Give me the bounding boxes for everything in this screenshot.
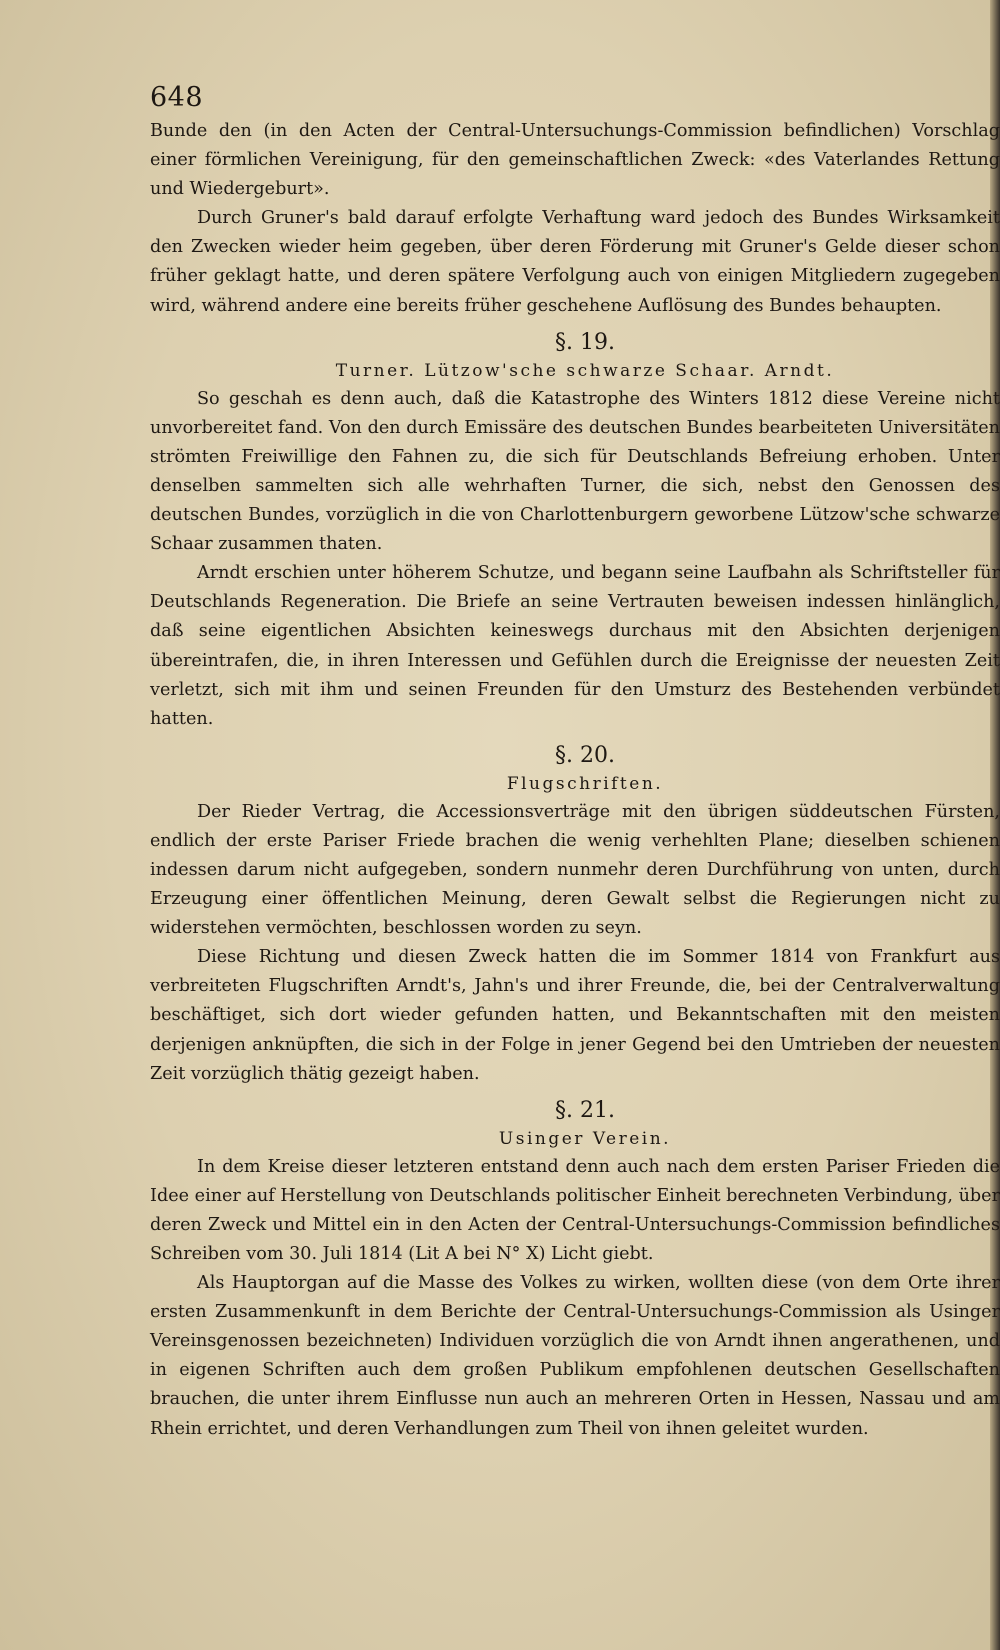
section-20-paragraph-1: Der Rieder Vertrag, die Accessionsverträge mit den übrigen süddeutschen Fürsten, endlich der erste Pariser Friede brachen die wenig verhehlten Plane; dieselben schienen indessen darum nicht aufgegeben, sondern nunmehr deren Durchführung von unten, durch Erzeugung einer öffentlichen Meinung, deren Gewalt selbst die Regierungen nicht zu widerstehen vermöchten, beschlossen worden zu seyn. [150, 801, 1000, 939]
section-21-paragraph-1: In dem Kreise dieser letzteren entstand denn auch nach dem ersten Pariser Frieden die Idee einer auf Herstellung von Deutschlands politischer Einheit berechneten Verbindung, über deren Zweck und Mittel ein in den Acten der Central-Untersuchungs-Commission befindliches Schreiben vom 30. Juli 1814 (Lit A bei N° X) Licht giebt. [150, 1156, 1000, 1264]
section-21-title: Usinger Verein. [498, 1128, 672, 1149]
section-21-number: §. 21. [555, 1097, 615, 1123]
section-19-number: §. 19. [555, 329, 615, 355]
section-19-paragraph-2: Arndt erschien unter höherem Schutze, und begann seine Laufbahn als Schriftsteller für Deutschlands Regeneration. Die Briefe an seine Vertrauten beweisen indessen hinlänglich, daß seine eigentlichen Absichten keineswegs durchaus mit den Absichten derjenigen übereintrafen, die, in ihren Interessen und Gefühlen durch die Ereignisse der neuesten Zeit verletzt, sich mit ihm und seinen Freunden für den Umsturz des Bestehenden verbündet hatten. [150, 563, 1000, 729]
section-20-number: §. 20. [555, 742, 615, 768]
page-number: 648 [150, 82, 204, 113]
section-21-paragraph-2: Als Hauptorgan auf die Masse des Volkes zu wirken, wollten diese (von dem Orte ihrer ersten Zusammenkunft in dem Berichte der Central-Untersuchungs-Commission als Usinger Vereinsgenossen bezeichneten) Individuen vorzüglich die von Arndt ihnen angerathenen, und in eigenen Schriften auch dem großen Publikum empfohlenen deutschen Gesellschaften brauchen, die unter ihrem Einflusse nun auch an mehreren Orten in Hessen, Nassau und am Rhein errichtet, und deren Verhandlungen zum Theil von ihnen geleitet wurden. [150, 1273, 1000, 1439]
section-20-paragraph-2: Diese Richtung und diesen Zweck hatten die im Sommer 1814 von Frankfurt aus verbreiteten Flugschriften Arndt's, Jahn's und ihrer Freunde, die, bei der Centralverwaltung beschäftiget, sich dort wieder gefunden hatten, und Bekanntschaften mit den meisten derjenigen anknüpften, die sich in der Folge in jener Gegend bei den Umtrieben der neuesten Zeit vorzüglich thätig gezeigt haben. [150, 947, 1000, 1084]
paragraph-intro-1: Bunde den (in den Acten der Central-Untersuchungs-Commission befindlichen) Vorschlag einer förmlichen Vereinigung, für den gemeinschaftlichen Zweck: «des Vaterlandes Rettung und Wiedergeburt». [150, 121, 1000, 200]
section-19-title: Turner. Lützow'sche schwarze Schaar. Arndt. [335, 360, 835, 381]
page-text [150, 117, 1000, 1444]
paragraph-intro-2: Durch Gruner's bald darauf erfolgte Verhaftung ward jedoch des Bundes Wirksamkeit den Zwecken wieder heim gegeben, über deren Förderung mit Gruner's Gelde dieser schon früher geklagt hatte, und deren spätere Verfolgung auch von einigen Mitgliedern zugegeben wird, während andere eine bereits früher geschehene Auflösung des Bundes behaupten. [150, 208, 1000, 316]
section-19-paragraph-1: So geschah es denn auch, daß die Katastrophe des Winters 1812 diese Vereine nicht unvorbereitet fand. Von den durch Emissäre des deutschen Bundes bearbeiteten Universitäten strömten Freiwillige den Fahnen zu, die sich für Deutschlands Befreiung erhoben. Unter denselben sammelten sich alle wehrhaften Turner, die sich, nebst den Genossen des deutschen Bundes, vorzüglich in die von Charlottenburgern geworbene Lützow'sche schwarze Schaar zusammen thaten. [150, 388, 1000, 555]
section-20-title: Flugschriften. [506, 773, 664, 794]
